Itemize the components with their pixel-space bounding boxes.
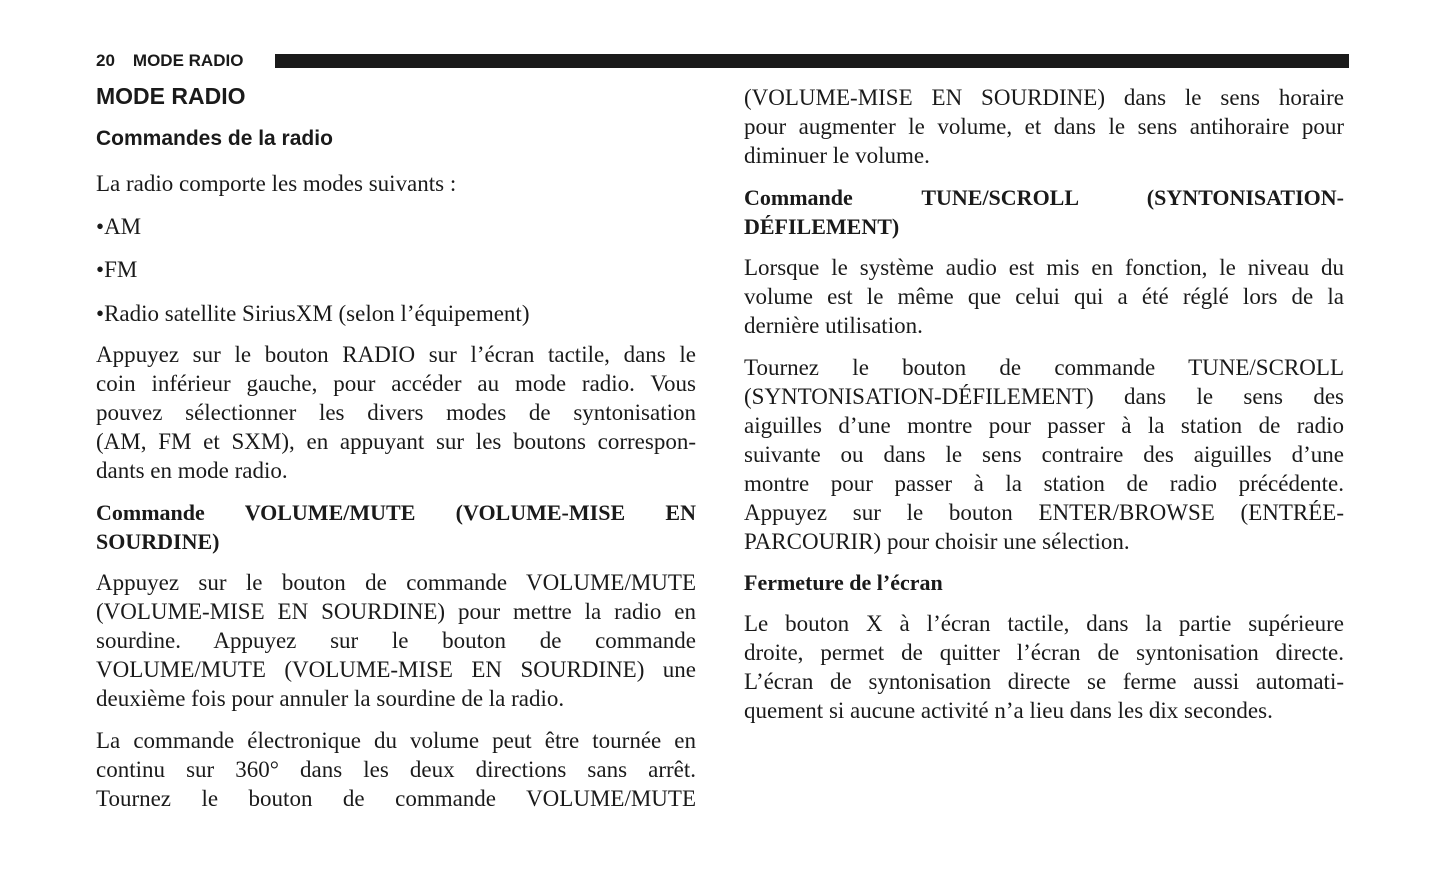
text-line — [744, 253, 1344, 282]
paragraph — [96, 568, 696, 713]
heading — [96, 83, 696, 112]
text-line — [744, 638, 1344, 667]
line-text: Tournez le bouton de commande TUNE/SCROLL — [744, 354, 1344, 380]
text-line — [96, 527, 696, 556]
text-line — [96, 456, 696, 485]
line-text: FM — [104, 256, 138, 282]
text-line — [96, 755, 696, 784]
text-line — [96, 83, 696, 112]
line-text: (VOLUME-MISE EN SOURDINE) pour mettre la radio en — [96, 598, 696, 624]
text-line — [744, 440, 1344, 469]
line-text: quement si aucune activité n’a lieu dans les dix secondes. — [744, 697, 1273, 723]
text-line — [96, 127, 696, 156]
paragraph — [744, 253, 1344, 340]
text-line — [96, 726, 696, 755]
line-text: droite, permet de quitter l’écran de syntonisation directe. — [744, 639, 1344, 665]
text-line — [744, 667, 1344, 696]
bullet-item — [96, 299, 696, 328]
line-text: deuxième fois pour annuler la sourdine de la radio. — [96, 685, 565, 711]
text-line — [96, 784, 696, 813]
text-line — [96, 212, 696, 241]
line-text: MODE RADIO — [96, 82, 246, 109]
text-line — [96, 340, 696, 369]
line-text: Commande VOLUME/MUTE (VOLUME-MISE EN — [96, 499, 696, 525]
text-line — [96, 568, 696, 597]
text-line — [96, 369, 696, 398]
line-text: SOURDINE) — [96, 528, 220, 554]
bullet-icon: • — [96, 213, 105, 239]
line-text: Le bouton X à l’écran tactile, dans la partie supérieure — [744, 610, 1344, 636]
heading — [96, 498, 696, 556]
text-line — [744, 141, 1344, 170]
bullet-item — [96, 255, 696, 284]
text-line — [744, 353, 1344, 382]
heading — [96, 127, 696, 156]
text-line — [744, 609, 1344, 638]
text-line — [96, 427, 696, 456]
line-text: Fermeture de l’écran — [744, 569, 943, 595]
line-text: Commandes de la radio — [96, 126, 333, 150]
text-line — [96, 255, 696, 284]
line-text: aiguilles d’une montre pour passer à la station de radio — [744, 412, 1344, 438]
line-text: DÉFILEMENT) — [744, 213, 900, 239]
text-line — [96, 299, 696, 328]
line-text: Commande TUNE/SCROLL (SYNTONISATION- — [744, 184, 1344, 210]
line-text: (AM, FM et SXM), en appuyant sur les boutons correspon- — [96, 428, 696, 454]
paragraph — [744, 609, 1344, 725]
paragraph — [96, 340, 696, 485]
text-line — [96, 655, 696, 684]
line-text: montre pour passer à la station de radio précédente. — [744, 470, 1344, 496]
bullet-item — [96, 212, 696, 241]
text-line — [96, 169, 696, 198]
paragraph — [744, 353, 1344, 556]
line-text: pouvez sélectionner les divers modes de syntonisation — [96, 399, 696, 425]
text-line — [744, 311, 1344, 340]
paragraph — [744, 83, 1344, 170]
text-line — [744, 527, 1344, 556]
text-line — [96, 626, 696, 655]
line-text: L’écran de syntonisation directe se ferme aussi automati- — [744, 668, 1344, 694]
heading — [744, 183, 1344, 241]
line-text: (SYNTONISATION-DÉFILEMENT) dans le sens des — [744, 383, 1344, 409]
line-text: continu sur 360° dans les deux directions sans arrêt. — [96, 756, 696, 782]
header-section: MODE RADIO — [132, 51, 244, 70]
text-line — [744, 382, 1344, 411]
line-text: Lorsque le système audio est mis en fonction, le niveau du — [744, 254, 1344, 280]
line-text: Radio satellite SiriusXM (selon l’équipement) — [104, 300, 530, 326]
text-line — [744, 212, 1344, 241]
paragraph — [96, 726, 696, 813]
line-text: dernière utilisation. — [744, 312, 923, 338]
line-text: La commande électronique du volume peut être tournée en — [96, 727, 696, 753]
line-text: Appuyez sur le bouton ENTER/BROWSE (ENTRÉE- — [744, 499, 1344, 525]
text-line — [744, 282, 1344, 311]
heading — [744, 568, 1344, 597]
line-text: sourdine. Appuyez sur le bouton de commande — [96, 627, 696, 653]
line-text: (VOLUME-MISE EN SOURDINE) dans le sens horaire — [744, 84, 1344, 110]
text-line — [96, 498, 696, 527]
page-number: 20 — [96, 51, 115, 70]
line-text: La radio comporte les modes suivants : — [96, 170, 457, 196]
line-text: Tournez le bouton de commande VOLUME/MUTE — [96, 785, 696, 811]
line-text: dants en mode radio. — [96, 457, 288, 483]
text-line — [96, 684, 696, 713]
header-rule — [275, 54, 1349, 68]
line-text: PARCOURIR) pour choisir une sélection. — [744, 528, 1130, 554]
line-text: pour augmenter le volume, et dans le sens antihoraire pour — [744, 113, 1344, 139]
text-line — [744, 498, 1344, 527]
text-line — [744, 696, 1344, 725]
running-header — [96, 50, 243, 72]
line-text: VOLUME/MUTE (VOLUME-MISE EN SOURDINE) une — [96, 656, 696, 682]
text-line — [96, 597, 696, 626]
text-line — [744, 183, 1344, 212]
line-text: Appuyez sur le bouton de commande VOLUME/MUTE — [96, 569, 696, 595]
bullet-icon: • — [96, 300, 105, 326]
paragraph — [96, 169, 696, 198]
text-line — [744, 411, 1344, 440]
line-text: suivante ou dans le sens contraire des aiguilles d’une — [744, 441, 1344, 467]
line-text: AM — [104, 213, 142, 239]
line-text: diminuer le volume. — [744, 142, 930, 168]
text-line — [744, 469, 1344, 498]
text-line — [744, 568, 1344, 597]
line-text: coin inférieur gauche, pour accéder au mode radio. Vous — [96, 370, 696, 396]
bullet-icon: • — [96, 256, 105, 282]
line-text: Appuyez sur le bouton RADIO sur l’écran tactile, dans le — [96, 341, 696, 367]
text-line — [744, 83, 1344, 112]
text-line — [96, 398, 696, 427]
line-text: volume est le même que celui qui a été réglé lors de la — [744, 283, 1344, 309]
text-line — [744, 112, 1344, 141]
